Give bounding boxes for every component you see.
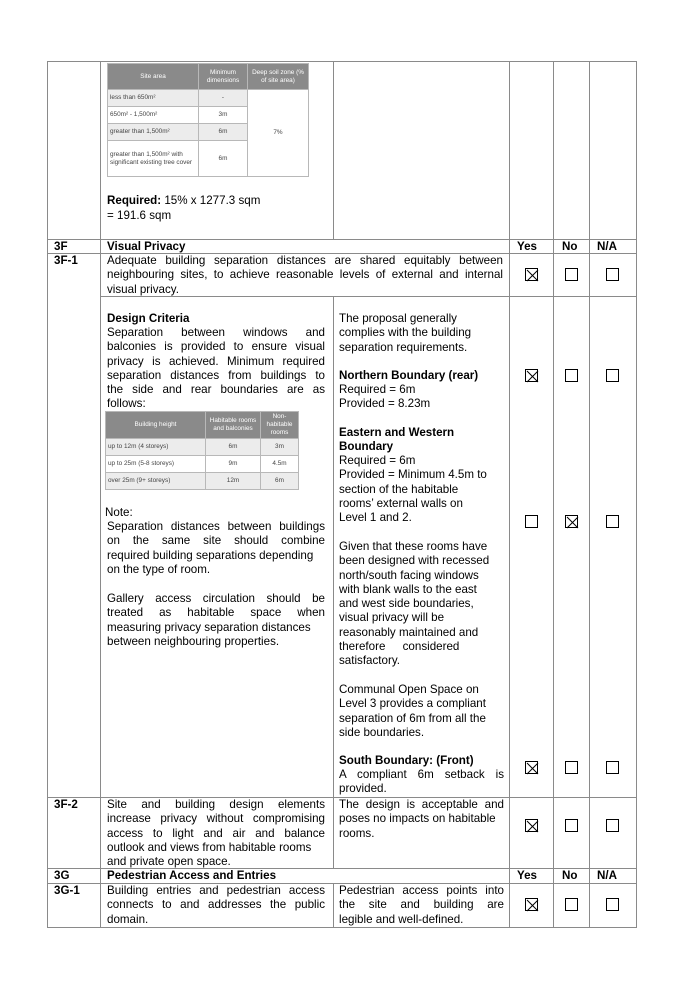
section-3g-title: Pedestrian Access and Entries xyxy=(107,869,277,882)
note-line: required building separations depending xyxy=(107,548,314,562)
row-3f2-code: 3F-2 xyxy=(54,798,78,811)
soil-row-2-dim: 3m xyxy=(199,107,248,124)
comment-line: Required = 6m xyxy=(339,454,416,467)
checkmark-x-icon xyxy=(526,820,539,833)
na-checkbox[interactable] xyxy=(606,268,619,281)
yes-checkbox[interactable] xyxy=(525,369,538,382)
checkmark-x-icon xyxy=(526,762,539,775)
north-provided: Provided = 8.23m xyxy=(339,397,431,410)
section-3f-no: No xyxy=(562,240,578,253)
soil-row-1-area: less than 650m² xyxy=(108,90,199,107)
row-3f1-code: 3F-1 xyxy=(54,254,78,267)
deep-soil-table xyxy=(107,63,309,177)
note-line: on the type of room. xyxy=(107,562,211,576)
na-checkbox[interactable] xyxy=(606,819,619,832)
na-checkbox[interactable] xyxy=(606,761,619,774)
no-checkbox[interactable] xyxy=(565,369,578,382)
gallery-line: between neighbouring properties. xyxy=(107,634,280,648)
objective-line: increase privacy without compromising xyxy=(107,812,325,826)
comment-line: reasonably maintained and xyxy=(339,625,479,639)
comment-general xyxy=(339,312,504,355)
comment-line: and west side boundaries, xyxy=(339,597,474,611)
section-3f-title: Visual Privacy xyxy=(107,240,186,253)
objective-line: domain. xyxy=(107,912,149,926)
objective-line: connects to and addresses the public xyxy=(107,898,325,912)
east-west-text xyxy=(339,454,504,525)
comment-line: Level 1 and 2. xyxy=(339,511,412,525)
comment-line: been designed with recessed xyxy=(339,554,490,568)
objective-line: access to light and air and balance xyxy=(107,826,325,840)
required-line-2: = 191.6 sqm xyxy=(107,209,172,222)
comment-line: poses no impacts on habitable xyxy=(339,812,496,826)
no-checkbox[interactable] xyxy=(565,761,578,774)
communal-text xyxy=(339,683,504,740)
row-3f2-objective xyxy=(107,798,325,869)
row-3g1-comment xyxy=(339,884,504,927)
no-checkbox[interactable] xyxy=(565,268,578,281)
comment-line: Given that these rooms have xyxy=(339,540,488,553)
criteria-line: privacy is achieved. Minimum required xyxy=(107,354,325,368)
soil-header-site-area: Site area xyxy=(108,64,199,90)
row-3f1-objective xyxy=(107,254,503,297)
section-3f-na: N/A xyxy=(597,240,617,253)
comment-line: Provided = Minimum 4.5m to xyxy=(339,468,487,482)
comment-line: Communal Open Space on xyxy=(339,683,479,696)
sep-row-1-non-habitable: 3m xyxy=(261,439,299,456)
soil-row-1-dim: - xyxy=(199,90,248,107)
soil-header-min-dim: Minimum dimensions xyxy=(199,64,248,90)
gallery-text xyxy=(107,592,325,649)
comment-line: separation requirements. xyxy=(339,340,468,354)
gallery-line: treated as habitable space when xyxy=(107,606,325,620)
comment-line: the site and building are xyxy=(339,898,504,912)
objective-line: outlook and views from habitable rooms xyxy=(107,840,312,854)
required-line-1: 15% x 1277.3 sqm xyxy=(164,194,261,207)
na-checkbox[interactable] xyxy=(606,898,619,911)
comment-line: rooms’ external walls on xyxy=(339,496,463,510)
yes-checkbox[interactable] xyxy=(525,268,538,281)
soil-row-3-area: greater than 1,500m² xyxy=(108,124,199,141)
south-text xyxy=(339,768,504,797)
row-3g1-code: 3G-1 xyxy=(54,884,80,897)
comment-line: provided. xyxy=(339,782,387,796)
gallery-line: measuring privacy separation distances xyxy=(107,620,311,634)
checkmark-x-icon xyxy=(566,516,579,529)
checkmark-x-icon xyxy=(526,269,539,282)
soil-deep-value: 7% xyxy=(248,90,309,177)
design-criteria-title: Design Criteria xyxy=(107,312,190,325)
soil-row-4-dim: 6m xyxy=(199,141,248,177)
objective-line: neighbouring sites, to achieve reasonable levels of external and internal xyxy=(107,268,503,282)
comment-line: section of the habitable xyxy=(339,482,459,496)
soil-header-deep-soil: Deep soil zone (% of site area) xyxy=(248,64,309,90)
sep-row-2-height: up to 25m (5-8 storeys) xyxy=(106,456,206,473)
na-checkbox[interactable] xyxy=(606,369,619,382)
section-3f-yes: Yes xyxy=(517,240,537,253)
sep-row-2-habitable: 9m xyxy=(206,456,261,473)
soil-row-4-area: greater than 1,500m² with significant existing tree cover xyxy=(108,141,199,177)
no-checkbox[interactable] xyxy=(565,898,578,911)
sep-row-1-habitable: 6m xyxy=(206,439,261,456)
soil-row-3-dim: 6m xyxy=(199,124,248,141)
comment-line: legible and well-defined. xyxy=(339,912,464,926)
south-boundary-title: South Boundary: (Front) xyxy=(339,754,474,767)
comment-line: Level 3 provides a compliant xyxy=(339,697,486,711)
comment-line: with blank walls to the east xyxy=(339,582,477,596)
row-3g1-objective xyxy=(107,884,325,927)
section-3g-code: 3G xyxy=(54,869,70,882)
comment-line: therefore considered xyxy=(339,640,460,654)
comment-line: rooms. xyxy=(339,826,375,840)
comment-line: north/south facing windows xyxy=(339,568,479,582)
objective-line: Site and building design elements xyxy=(107,798,325,811)
given-text xyxy=(339,540,504,669)
comment-line: The proposal generally xyxy=(339,312,457,325)
sep-row-1-height: up to 12m (4 storeys) xyxy=(106,439,206,456)
separation-table xyxy=(105,411,299,490)
east-west-title-1: Eastern and Western xyxy=(339,426,455,439)
comment-line: complies with the building xyxy=(339,326,472,340)
objective-line: Building entries and pedestrian access xyxy=(107,884,325,897)
yes-checkbox[interactable] xyxy=(525,898,538,911)
gallery-line: Gallery access circulation should be xyxy=(107,592,325,605)
sep-header-habitable: Habitable rooms and balconies xyxy=(206,412,261,439)
criteria-line: the side and rear boundaries are as xyxy=(107,383,325,397)
criteria-line: separation distances from buildings to xyxy=(107,368,325,382)
design-criteria-text xyxy=(107,326,325,412)
note-text xyxy=(107,520,325,577)
no-checkbox[interactable] xyxy=(565,819,578,832)
section-3g-no: No xyxy=(562,869,578,882)
sep-row-3-habitable: 12m xyxy=(206,473,261,490)
section-3f-code: 3F xyxy=(54,240,68,253)
note-label: Note: xyxy=(105,506,133,519)
comment-line: The design is acceptable and xyxy=(339,798,504,811)
objective-line: visual privacy. xyxy=(107,282,179,296)
yes-checkbox[interactable] xyxy=(525,761,538,774)
yes-checkbox[interactable] xyxy=(525,819,538,832)
comment-line: satisfactory. xyxy=(339,654,400,668)
checkmark-x-icon xyxy=(526,899,539,912)
section-3g-na: N/A xyxy=(597,869,617,882)
sep-row-2-non-habitable: 4.5m xyxy=(261,456,299,473)
section-3g-yes: Yes xyxy=(517,869,537,882)
comment-line: separation of 6m from all the xyxy=(339,711,486,725)
east-west-title-2: Boundary xyxy=(339,440,394,453)
sep-row-3-non-habitable: 6m xyxy=(261,473,299,490)
objective-line: and private open space. xyxy=(107,855,231,869)
soil-row-2-area: 650m² - 1,500m² xyxy=(108,107,199,124)
note-line: Separation distances between buildings xyxy=(107,520,325,533)
comment-line: visual privacy will be xyxy=(339,611,445,625)
criteria-line: Separation between windows and xyxy=(107,326,325,339)
no-checkbox[interactable] xyxy=(565,515,578,528)
comment-line: A compliant 6m setback is xyxy=(339,768,504,781)
note-line: on the same site should combine xyxy=(107,534,325,548)
criteria-line: follows: xyxy=(107,397,146,411)
objective-line: Adequate building separation distances are shared equitably between xyxy=(107,254,503,267)
row-3f2-comment xyxy=(339,798,504,841)
criteria-line: balconies is provided to ensure visual xyxy=(107,340,325,354)
sep-header-non-habitable: Non-habitable rooms xyxy=(261,412,299,439)
na-checkbox[interactable] xyxy=(606,515,619,528)
north-boundary-title: Northern Boundary (rear) xyxy=(339,369,479,382)
north-required: Required = 6m xyxy=(339,383,416,396)
required-text xyxy=(107,194,260,208)
checkmark-x-icon xyxy=(526,370,539,383)
comment-line: Pedestrian access points into xyxy=(339,884,504,897)
sep-header-height: Building height xyxy=(106,412,206,439)
sep-row-3-height: over 25m (9+ storeys) xyxy=(106,473,206,490)
comment-line: side boundaries. xyxy=(339,725,425,739)
yes-checkbox[interactable] xyxy=(525,515,538,528)
required-label: Required: xyxy=(107,194,162,207)
